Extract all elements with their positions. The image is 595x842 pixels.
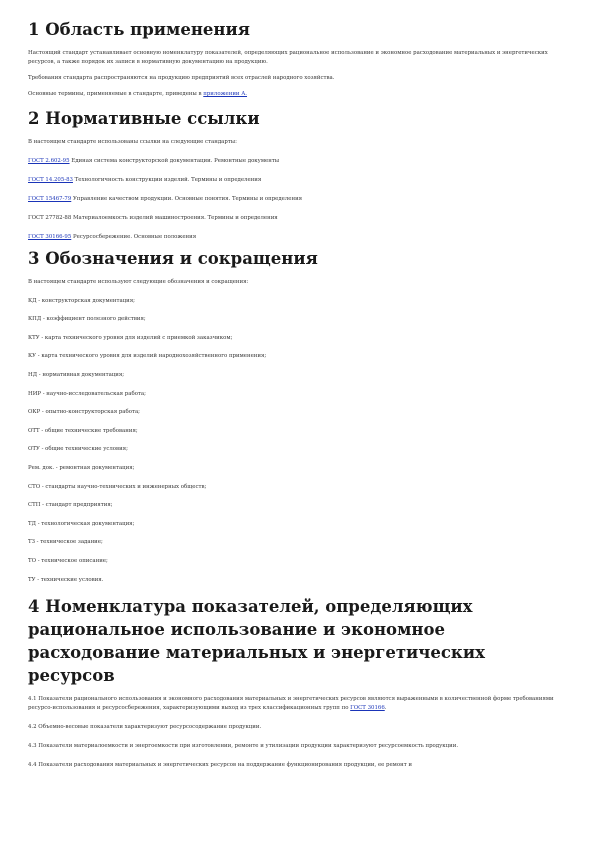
abbreviation-item: НД - нормативная документация; xyxy=(28,371,125,378)
abbreviation-item: КУ - карта технического уровня для изделий народнохозяйственного применения; xyxy=(28,353,267,360)
section-1-title: 1 Область применения xyxy=(28,20,250,39)
abbreviation-list xyxy=(28,297,567,585)
section-2-intro: В настоящем стандарте использованы ссылки на следующие стандарты: xyxy=(28,139,237,145)
abbreviation-item: ТД - технологическая документация; xyxy=(28,520,135,527)
reference-item xyxy=(28,195,567,204)
abbreviation-item: КД - конструкторская документация; xyxy=(28,297,135,304)
section-1-paragraph-2: Требования стандарта распространяются на продукцию предприятий всех отраслей народного хозяйства. xyxy=(28,75,335,81)
reference-item xyxy=(28,176,567,185)
paragraph-text: . xyxy=(384,704,387,711)
reference-text: Управление качеством продукции. Основные понятия. Термины и определения xyxy=(71,196,303,202)
paragraph-text: Основные термины, применяемые в стандарте, приведены в xyxy=(28,91,204,97)
reference-item xyxy=(28,214,567,223)
abbreviation-item: КТУ - карта технического уровня для изделий с приемкой заказчиком; xyxy=(28,334,233,341)
abbreviation-item: КПД - коэффициент полезного действия; xyxy=(28,316,146,323)
abbreviation-item: ОТУ - общие технические условия; xyxy=(28,446,128,453)
section-3-title: 3 Обозначения и сокращения xyxy=(28,249,318,268)
section-1-paragraph-3 xyxy=(28,90,567,99)
section-2-title: 2 Нормативные ссылки xyxy=(28,109,260,128)
reference-text: Ресурсосбережение. Основные положения xyxy=(71,234,197,240)
abbreviation-item: НИР - научно-исследовательская работа; xyxy=(28,390,146,397)
reference-item xyxy=(28,157,567,166)
paragraph-text: 4.1 Показатели рационального использования и экономного расходования материальных и энергетических ресурсов являются выраженными в количественной форме требованиями ресурсо-использования и ресурсосбережения, характеризующими выход из трех классификационных групп по xyxy=(28,695,554,711)
abbreviation-item: ОТТ - общие технические требования; xyxy=(28,427,138,434)
section-3-intro: В настоящем стандарте используют следующие обозначения и сокращения: xyxy=(28,279,249,285)
reference-text: Технологичность конструкции изделий. Термины и определения xyxy=(72,177,262,183)
reference-link[interactable]: ГОСТ 14.205-83 xyxy=(28,177,73,183)
reference-item xyxy=(28,233,567,242)
reference-list xyxy=(28,157,567,242)
appendix-a-link[interactable]: приложении А. xyxy=(203,91,248,97)
section-1-paragraph-1: Настоящий стандарт устанавливает основную номенклатуру показателей, определяющих рациональное использование и экономное расходование материальных и энергетических ресурсов, а также порядок их записи в нормативную документацию на продукцию. xyxy=(28,50,548,65)
reference-text: Единая система конструкторской документации. Ремонтные документы xyxy=(69,158,280,164)
abbreviation-item: ТЗ - техническое задание; xyxy=(28,539,103,546)
section-4-paragraph-1 xyxy=(28,695,567,713)
reference-link[interactable]: ГОСТ 2.602-95 xyxy=(28,158,70,164)
abbreviation-item: ОКР - опытно-конструкторская работа; xyxy=(28,409,141,416)
abbreviation-item: ТУ - технические условия. xyxy=(28,576,104,583)
section-4-title: 4 Номенклатура показателей, определяющих рациональное использование и экономное расходование материальных и энергетических ресурсов xyxy=(28,596,485,685)
section-4-paragraph-4: 4.4 Показатели расходования материальных и энергетических ресурсов на поддержание функционирования продукции, ее ремонт и xyxy=(28,761,412,768)
reference-link[interactable]: ГОСТ 15467-79 xyxy=(28,196,72,202)
reference-code: ГОСТ 27782-88 xyxy=(28,215,72,221)
abbreviation-item: ТО - техническое описание; xyxy=(28,557,108,564)
abbreviation-item: Рем. док. - ремонтная документация; xyxy=(28,464,135,471)
abbreviation-item: СТО - стандарты научно-технических и инженерных обществ; xyxy=(28,483,207,490)
abbreviation-item: СТП - стандарт предприятия; xyxy=(28,502,113,509)
reference-link[interactable]: ГОСТ 30166-95 xyxy=(28,234,72,240)
section-4-paragraph-3: 4.3 Показатели материалоемкости и энергоемкости при изготовлении, ремонте и утилизации продукции характеризуют ресурсоемкость продукции. xyxy=(28,742,459,749)
section-4-paragraph-2: 4.2 Объемно-весовые показатели характеризуют ресурсосодержание продукции. xyxy=(28,723,262,730)
gost-30166-link[interactable]: ГОСТ 30166 xyxy=(350,704,385,711)
reference-text: Материалоемкость изделий машиностроения. Термины и определения xyxy=(71,215,278,221)
